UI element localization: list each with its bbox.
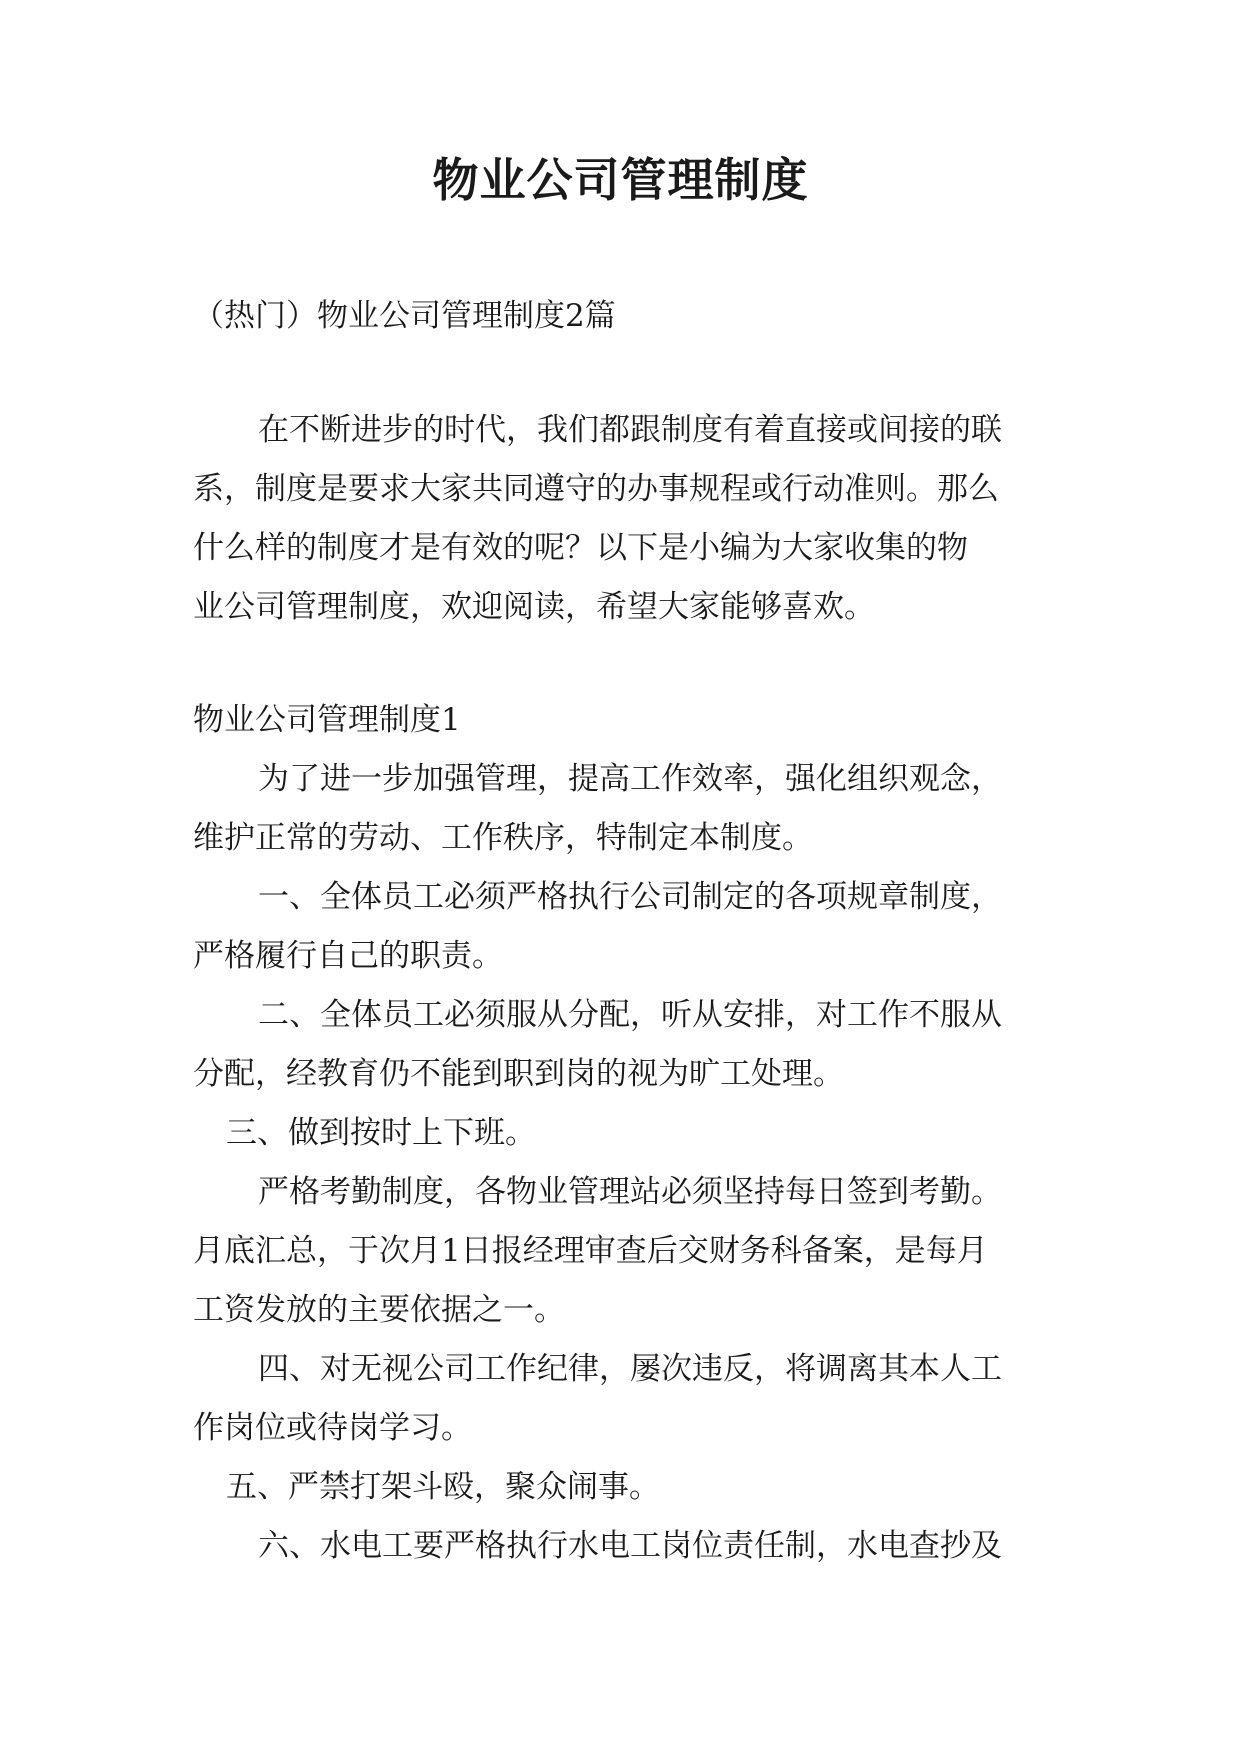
body-line: 一、全体员工必须严格执行公司制定的各项规章制度， bbox=[258, 879, 1002, 915]
body-line: 六、水电工要严格执行水电工岗位责任制，水电查抄及 bbox=[258, 1528, 1002, 1564]
intro-line: 什么样的制度才是有效的呢？以下是小编为大家收集的物 bbox=[193, 530, 968, 566]
intro-line: 业公司管理制度，欢迎阅读，希望大家能够喜欢。 bbox=[193, 589, 875, 625]
body-line: 月底汇总，于次月1日报经理审查后交财务科备案，是每月 bbox=[193, 1233, 988, 1269]
body-line: 二、全体员工必须服从分配，听从安排，对工作不服从 bbox=[258, 997, 1002, 1033]
intro-line: 系，制度是要求大家共同遵守的办事规程或行动准则。那么 bbox=[193, 471, 999, 507]
document-title: 物业公司管理制度 bbox=[432, 153, 809, 207]
body-line: 四、对无视公司工作纪律，屡次违反，将调离其本人工 bbox=[258, 1351, 1002, 1387]
section-heading: 物业公司管理制度1 bbox=[193, 702, 461, 738]
body-line: 作岗位或待岗学习。 bbox=[193, 1410, 472, 1446]
body-line: 工资发放的主要依据之一。 bbox=[193, 1292, 565, 1328]
document-subtitle: （热门）物业公司管理制度2篇 bbox=[193, 298, 616, 334]
body-line: 维护正常的劳动、工作秩序，特制定本制度。 bbox=[193, 820, 813, 856]
body-line: 为了进一步加强管理，提高工作效率，强化组织观念， bbox=[258, 761, 1002, 797]
body-line: 严格履行自己的职责。 bbox=[193, 938, 503, 974]
body-line: 严格考勤制度，各物业管理站必须坚持每日签到考勤。 bbox=[258, 1174, 1002, 1210]
body-line: 五、严禁打架斗殴，聚众闹事。 bbox=[226, 1469, 660, 1505]
body-line: 分配，经教育仍不能到职到岗的视为旷工处理。 bbox=[193, 1056, 844, 1092]
intro-line: 在不断进步的时代，我们都跟制度有着直接或间接的联 bbox=[258, 412, 1002, 448]
body-line: 三、做到按时上下班。 bbox=[226, 1115, 536, 1151]
